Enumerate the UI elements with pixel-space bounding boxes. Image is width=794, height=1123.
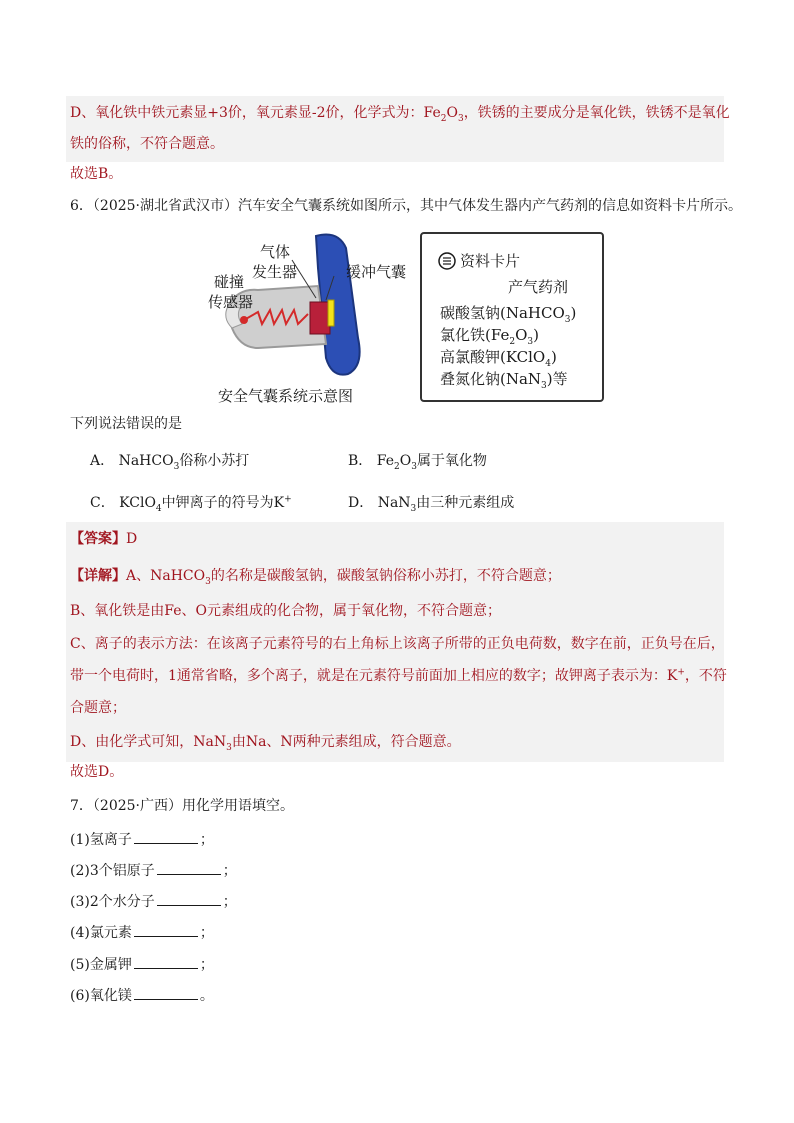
q7-item-1: (1)氢离子 ； <box>70 829 214 850</box>
q7-item-2: (2)3个铝原子 ； <box>70 860 237 881</box>
q6-detail-b: B、氧化铁是由Fe、O元素组成的化合物，属于氧化物，不符合题意； <box>70 603 501 619</box>
label-crash-sensor-1: 碰撞 <box>214 273 245 291</box>
answer-blank[interactable] <box>157 891 221 906</box>
q6-answer: 【答案】D <box>70 531 138 547</box>
q7-item-3: (3)2个水分子 ； <box>70 891 237 912</box>
option-b[interactable]: B． $Fe_2O_3$属于氧化物 <box>348 453 487 472</box>
answer-blank[interactable] <box>134 922 198 937</box>
q7-stem: 7．（2025·广西）用化学用语填空。 <box>70 798 294 814</box>
q7-item-6: (6)氧化镁 。 <box>70 985 214 1006</box>
q6-detail-c-2: 带一个电荷时，1通常省略，多个离子，就是在元素符号前面加上相应的数字；故钾离子表示为：K+，不符 <box>70 667 727 684</box>
q6-detail-a: 【详解】A、NaHCO$_3$的名称是碳酸氢钠，碳酸氢钠俗称小苏打，不符合题意； <box>70 568 561 587</box>
card-title: 资料卡片 <box>460 252 521 270</box>
q6-stem: 6．（2025·湖北省武汉市）汽车安全气囊系统如图所示，其中气体发生器内产气药剂的信息如资料卡片所示。 <box>70 198 742 214</box>
q6-detail-c-3: 合题意； <box>70 700 126 716</box>
label-crash-sensor-2: 传感器 <box>208 293 254 311</box>
q6-prompt: 下列说法错误的是 <box>70 416 182 432</box>
q6-detail-c-1: C、离子的表示方法：在该离子元素符号的右上角标上该离子所带的正负电荷数，数字在前，正负号在后， <box>70 636 725 652</box>
card-row-4: 叠氮化钠(NaN$_3$)等 <box>440 370 568 391</box>
prev-answer-choice: 故选B。 <box>70 166 123 182</box>
card-subtitle: 产气药剂 <box>508 278 569 296</box>
answer-blank[interactable] <box>157 860 221 875</box>
card-icon <box>438 252 456 270</box>
option-a[interactable]: A． NaHCO$_3$俗称小苏打 <box>90 453 250 472</box>
card-row-1: 碳酸氢钠(NaHCO$_3$) <box>440 304 577 325</box>
q6-choice: 故选D。 <box>70 764 124 780</box>
answer-blank[interactable] <box>134 954 198 969</box>
airbag-figure <box>198 228 420 408</box>
info-card <box>420 232 604 402</box>
answer-blank[interactable] <box>134 829 198 844</box>
label-gas-generator-2: 发生器 <box>252 263 298 281</box>
sensor-dot <box>240 316 248 324</box>
gas-generator <box>310 302 330 334</box>
option-d[interactable]: D． NaN$_3$由三种元素组成 <box>348 495 515 514</box>
figure-caption: 安全气囊系统示意图 <box>218 387 354 405</box>
card-row-3: 高氯酸钾(KClO$_4$) <box>440 348 557 369</box>
prev-answer-line-1: D、氧化铁中铁元素显+3价，氧元素显-2价，化学式为：$Fe_2O_3$，铁锈的主要成分是氧化铁，铁锈不是氧化 <box>70 105 730 124</box>
q7-item-4: (4)氯元素 ； <box>70 922 214 943</box>
label-gas-generator-1: 气体 <box>260 243 291 261</box>
card-row-2: 氯化铁$(Fe_2O_3)$ <box>440 326 539 347</box>
gas-generator-core <box>328 300 334 326</box>
prev-answer-line-2: 铁的俗称，不符合题意。 <box>70 136 224 152</box>
label-buffer-airbag: 缓冲气囊 <box>346 263 407 281</box>
answer-blank[interactable] <box>134 985 198 1000</box>
option-c[interactable]: C． KClO$_4$中钾离子的符号为K+ <box>90 494 292 514</box>
q7-item-5: (5)金属钾 ； <box>70 954 214 975</box>
q6-detail-d: D、由化学式可知，NaN$_3$由Na、N两种元素组成，符合题意。 <box>70 734 461 753</box>
